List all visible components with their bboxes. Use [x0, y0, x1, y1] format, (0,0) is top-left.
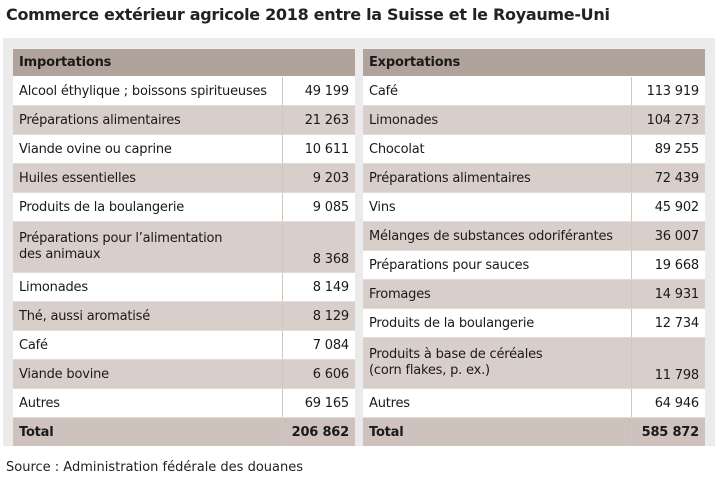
table-row	[13, 302, 355, 331]
table-header-row	[363, 49, 705, 77]
row-label: Viande ovine ou caprine	[13, 135, 283, 164]
row-label: Préparations alimentaires	[363, 164, 632, 193]
row-value: 49 199	[283, 77, 355, 106]
total-label: Total	[13, 418, 283, 447]
row-value: 10 611	[283, 135, 355, 164]
row-value: 21 263	[283, 106, 355, 135]
row-label-line: (corn flakes, p. ex.)	[369, 363, 490, 378]
table-row	[363, 164, 705, 193]
total-value: 585 872	[632, 418, 705, 447]
table-row	[363, 193, 705, 222]
row-label: Fromages	[363, 280, 632, 309]
row-label: Alcool éthylique ; boissons spiritueuses	[13, 77, 283, 106]
table-row	[13, 193, 355, 222]
table-row	[363, 389, 705, 418]
table-row	[13, 273, 355, 302]
row-label: Produits de la boulangerie	[13, 193, 283, 222]
table-row	[363, 135, 705, 164]
row-label: Café	[13, 331, 283, 360]
row-label: Préparations alimentaires	[13, 106, 283, 135]
table-row	[13, 106, 355, 135]
total-value: 206 862	[283, 418, 355, 447]
row-value: 14 931	[632, 280, 705, 309]
total-label: Total	[363, 418, 632, 447]
row-label	[363, 338, 632, 389]
row-label: Huiles essentielles	[13, 164, 283, 193]
table-row	[13, 360, 355, 389]
tables-panel	[3, 38, 715, 446]
row-value: 89 255	[632, 135, 705, 164]
table-row	[13, 331, 355, 360]
table-row	[363, 222, 705, 251]
row-label: Café	[363, 77, 632, 106]
row-value: 19 668	[632, 251, 705, 280]
row-value: 69 165	[283, 389, 355, 418]
row-value: 12 734	[632, 309, 705, 338]
row-label: Préparations pour sauces	[363, 251, 632, 280]
row-label-line: Produits à base de céréales	[369, 347, 543, 362]
row-label	[13, 222, 283, 273]
row-label-line: des animaux	[19, 247, 101, 262]
imports-table	[13, 49, 355, 446]
row-label: Autres	[13, 389, 283, 418]
row-value: 6 606	[283, 360, 355, 389]
table-row	[13, 164, 355, 193]
row-value: 7 084	[283, 331, 355, 360]
exports-table	[363, 49, 705, 446]
row-label-line: Préparations pour l’alimentation	[19, 231, 223, 246]
table-row	[13, 77, 355, 106]
row-value: 104 273	[632, 106, 705, 135]
table-row	[363, 309, 705, 338]
row-value: 36 007	[632, 222, 705, 251]
row-label: Chocolat	[363, 135, 632, 164]
table-row	[13, 389, 355, 418]
table-row	[363, 251, 705, 280]
row-value: 8 129	[283, 302, 355, 331]
row-value: 72 439	[632, 164, 705, 193]
page-title: Commerce extérieur agricole 2018 entre la Suisse et le Royaume-Uni	[6, 5, 610, 24]
imports-header: Importations	[13, 49, 355, 77]
row-value: 11 798	[632, 338, 705, 389]
row-label: Limonades	[13, 273, 283, 302]
exports-header: Exportations	[363, 49, 705, 77]
row-value: 9 203	[283, 164, 355, 193]
table-row	[13, 222, 355, 273]
row-value: 64 946	[632, 389, 705, 418]
total-row	[13, 418, 355, 447]
table-row	[13, 135, 355, 164]
table-row	[363, 338, 705, 389]
row-value: 8 368	[283, 222, 355, 273]
row-label: Autres	[363, 389, 632, 418]
total-row	[363, 418, 705, 447]
row-value: 113 919	[632, 77, 705, 106]
row-label: Produits de la boulangerie	[363, 309, 632, 338]
table-row	[363, 77, 705, 106]
row-value: 8 149	[283, 273, 355, 302]
row-label: Thé, aussi aromatisé	[13, 302, 283, 331]
row-value: 9 085	[283, 193, 355, 222]
table-row	[363, 280, 705, 309]
row-value: 45 902	[632, 193, 705, 222]
source-note: Source : Administration fédérale des douanes	[6, 460, 304, 475]
row-label: Mélanges de substances odoriférantes	[363, 222, 632, 251]
table-header-row	[13, 49, 355, 77]
row-label: Vins	[363, 193, 632, 222]
row-label: Viande bovine	[13, 360, 283, 389]
table-row	[363, 106, 705, 135]
row-label: Limonades	[363, 106, 632, 135]
